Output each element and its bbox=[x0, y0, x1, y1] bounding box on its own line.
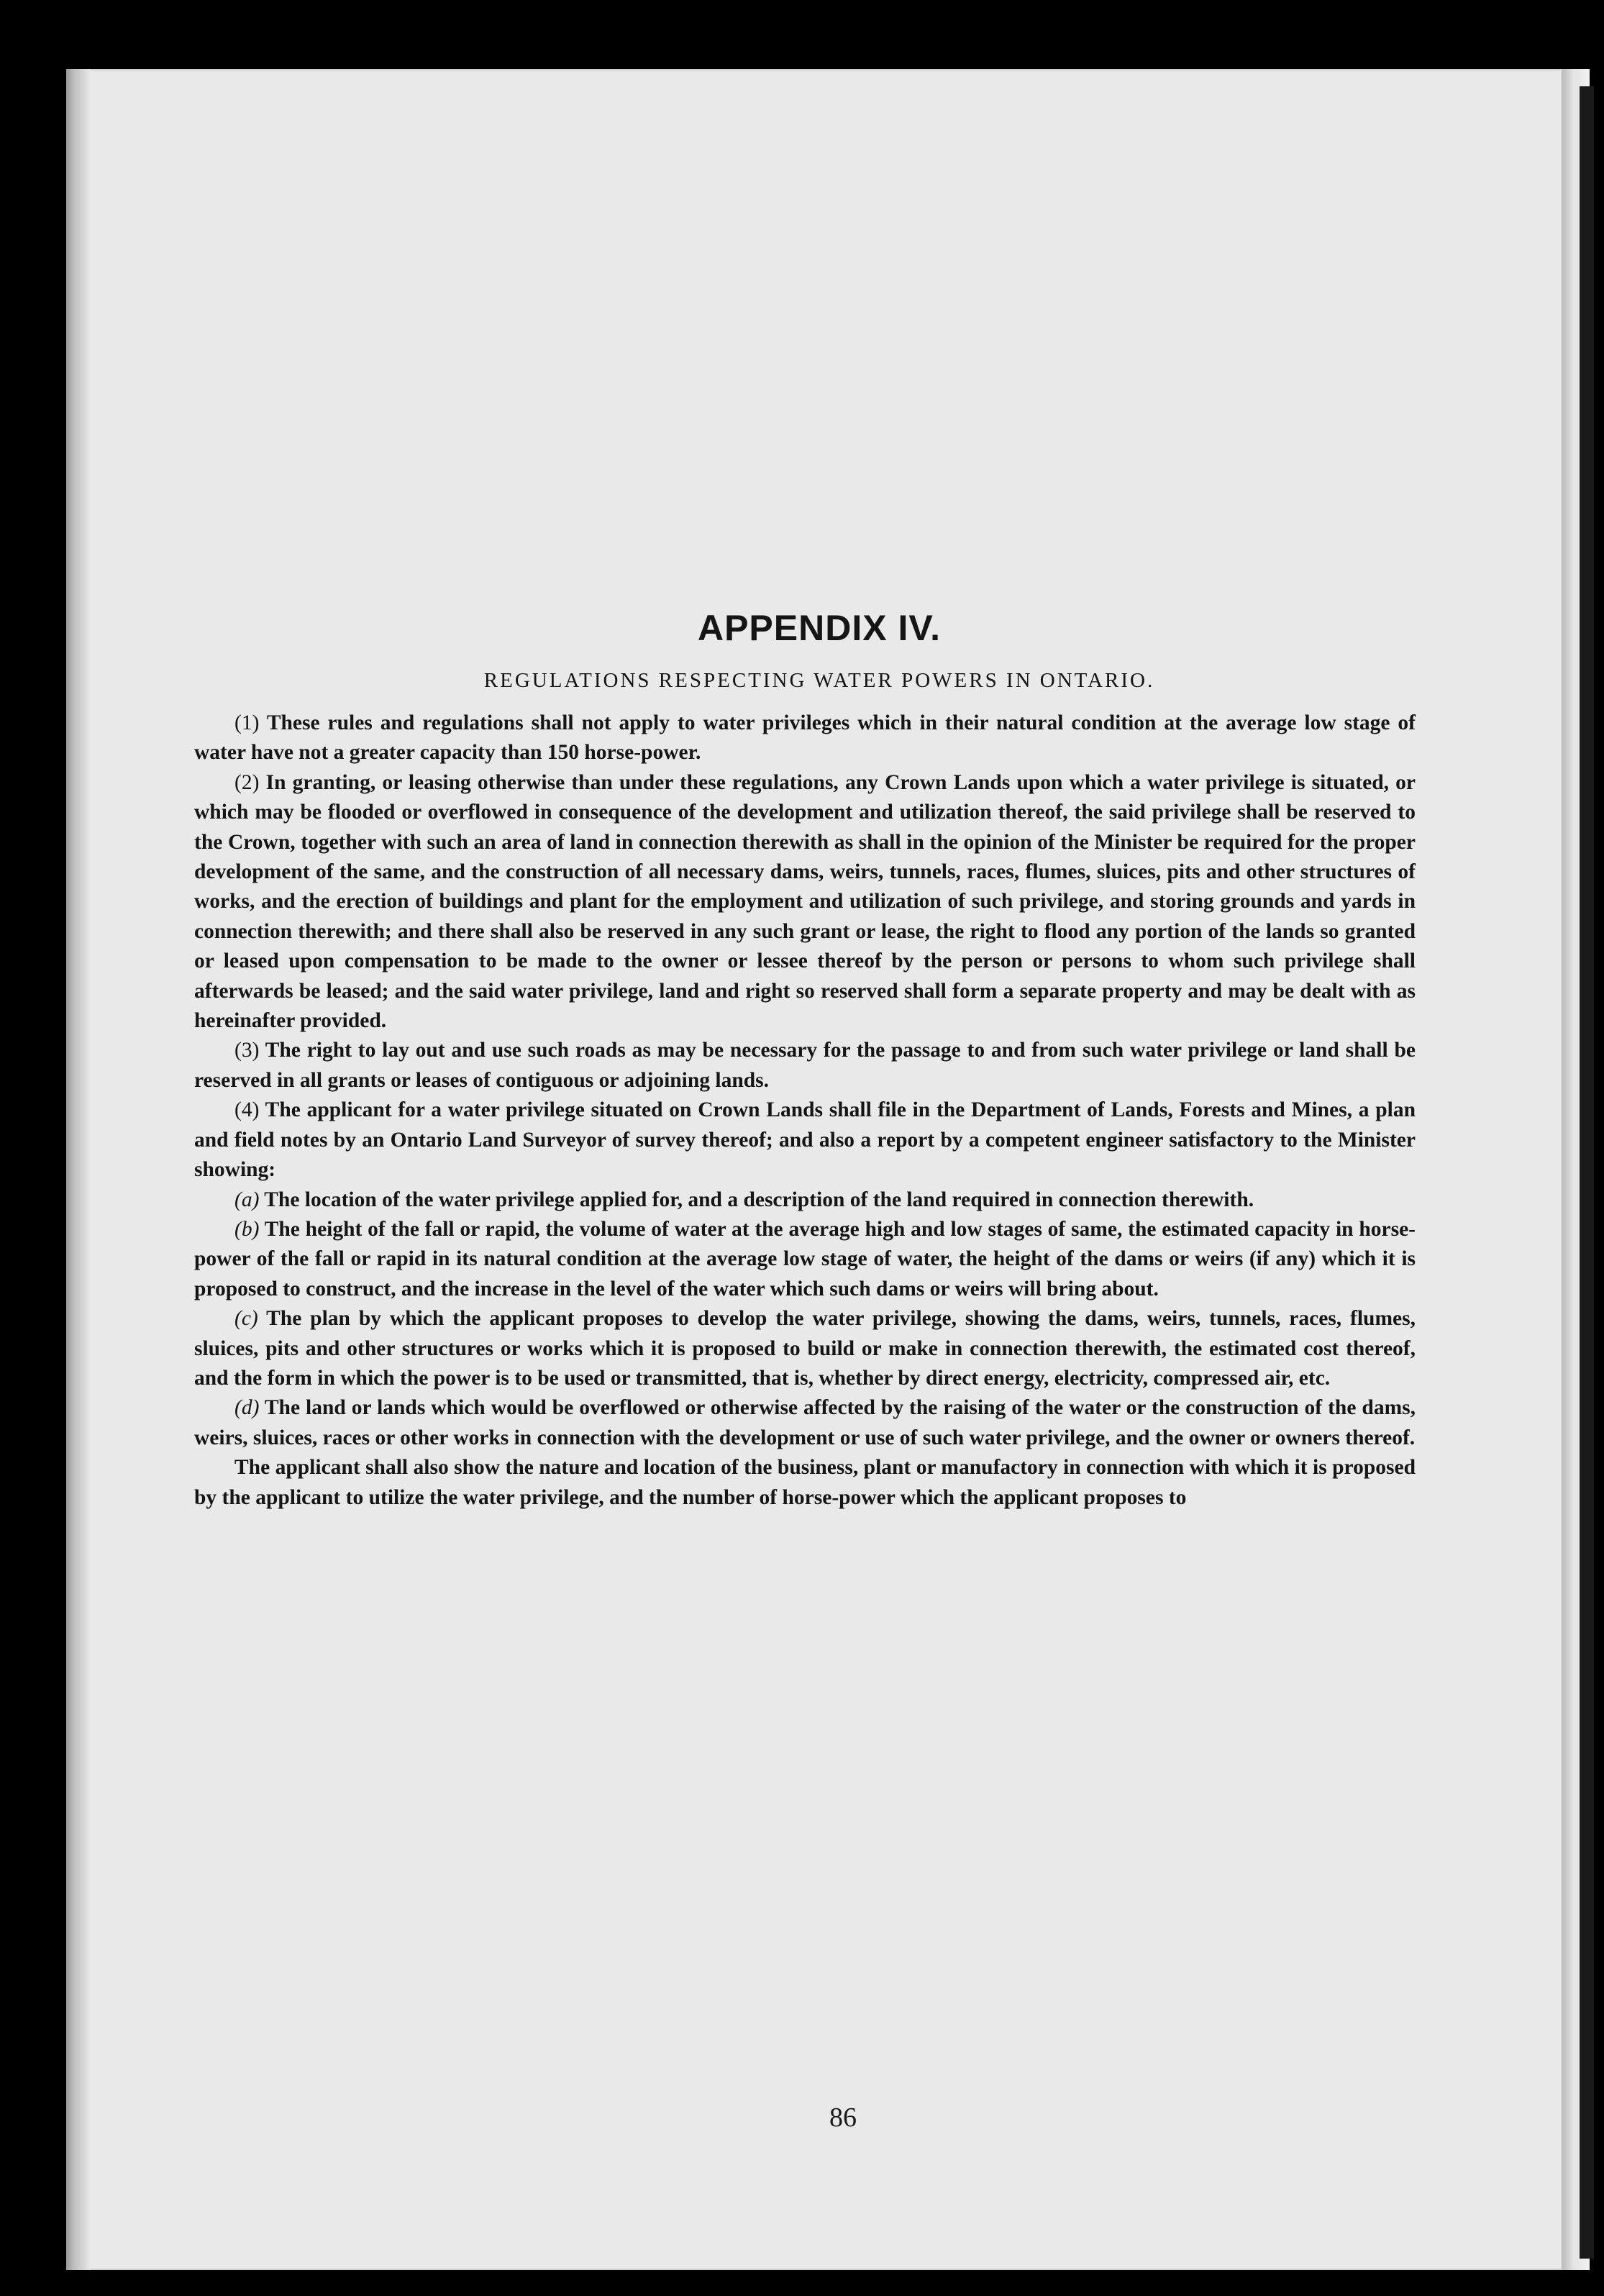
paragraph-marker: (c) bbox=[234, 1307, 258, 1331]
appendix-subtitle: REGULATIONS RESPECTING WATER POWERS IN ONTARIO. bbox=[483, 669, 1155, 692]
paragraph-marker: (3) bbox=[234, 1039, 260, 1062]
paragraph-marker: (2) bbox=[234, 770, 260, 794]
paragraph-marker: (4) bbox=[234, 1098, 260, 1122]
paragraph-4c bbox=[194, 1304, 1416, 1393]
regulations-body bbox=[194, 709, 1416, 1513]
scan-border-dark-edge bbox=[1580, 86, 1594, 2259]
paragraph-4d bbox=[194, 1393, 1416, 1453]
paragraph-text: The applicant for a water privilege situated on Crown Lands shall file in the Department of Lands, Forests and Mines, a plan and field notes by an Ontario Land Surveyor of survey thereof; and also a report by a competent engineer satisfactory to the Minister showing: bbox=[194, 1098, 1416, 1182]
paragraph-text: These rules and regulations shall not apply to water privileges which in their natural condition at the average low stage of water have not a greater capacity than 150 horse-power. bbox=[194, 711, 1416, 765]
paragraph-4b bbox=[194, 1215, 1416, 1304]
paragraph-marker: (1) bbox=[234, 711, 260, 734]
binding-edge-shadow bbox=[66, 69, 91, 2270]
page-number: 86 bbox=[829, 2103, 857, 2133]
paragraph-marker: (d) bbox=[234, 1396, 260, 1420]
paragraph-text: The height of the fall or rapid, the volume of water at the average high and low stages of same, the estimated capacity in horse-power of the fall or rapid in its natural condition at the average low stage of water, the height of the dams or weirs (if any) which it is proposed to construct, and the increase in the level of the water which such dams or weirs will bring about. bbox=[194, 1217, 1416, 1300]
page-content bbox=[194, 607, 1416, 1513]
appendix-title: APPENDIX IV. bbox=[697, 608, 942, 648]
paragraph-text: The right to lay out and use such roads as may be necessary for the passage to and from such water privilege or land shall be reserved in all grants or leases of contiguous or adjoining lands. bbox=[194, 1039, 1416, 1092]
paragraph-text: The land or lands which would be overflowed or otherwise affected by the raising of the water or the construction of the dams, weirs, sluices, races or other works in connection with the development or use of such water privilege, and the owner or owners thereof. bbox=[194, 1396, 1416, 1449]
paragraph-4 bbox=[194, 1095, 1416, 1185]
paragraph-4a bbox=[194, 1185, 1416, 1215]
paragraph-text: The plan by which the applicant proposes to develop the water privilege, showing the dams, weirs, tunnels, races, flumes, sluices, pits and other structures or works which it is proposed to build or make in connection therewith, the estimated cost thereof, and the form in which the power is to be used or transmitted, that is, whether by direct energy, electricity, compressed air, etc. bbox=[194, 1307, 1416, 1390]
paragraph-text: The applicant shall also show the nature and location of the business, plant or manufactory in connection with which it is proposed by the applicant to utilize the water privilege, and the number of horse-power which the applicant proposes to bbox=[194, 1456, 1416, 1509]
paragraph-2 bbox=[194, 768, 1416, 1037]
paragraph-marker: (b) bbox=[234, 1217, 260, 1241]
paragraph-text: In granting, or leasing otherwise than under these regulations, any Crown Lands upon which a water privilege is situated, or which may be flooded or overflowed in consequence of the development and utilization thereof, the said privilege shall be reserved to the Crown, together with such an area of land in connection therewith as shall in the opinion of the Minister be required for the proper development of the same, and the construction of all necessary dams, weirs, tunnels, races, flumes, sluices, pits and other structures of works, and the erection of buildings and plant for the employment and utilization of such privilege, and storing grounds and yards in connection therewith; and there shall also be reserved in any such grant or lease, the right to flood any portion of the lands so granted or leased upon compensation to be made to the owner or lessee thereof by the person or persons to whom such privilege shall afterwards be leased; and the said water privilege, land and right so reserved shall form a separate property and may be dealt with as hereinafter provided. bbox=[194, 770, 1416, 1033]
paragraph-1 bbox=[194, 709, 1416, 768]
paragraph-3 bbox=[194, 1036, 1416, 1095]
paragraph-marker: (a) bbox=[234, 1188, 260, 1211]
book-page bbox=[66, 69, 1562, 2270]
paragraph-closing bbox=[194, 1453, 1416, 1513]
paragraph-text: The location of the water privilege applied for, and a description of the land required in connection therewith. bbox=[264, 1188, 1254, 1211]
